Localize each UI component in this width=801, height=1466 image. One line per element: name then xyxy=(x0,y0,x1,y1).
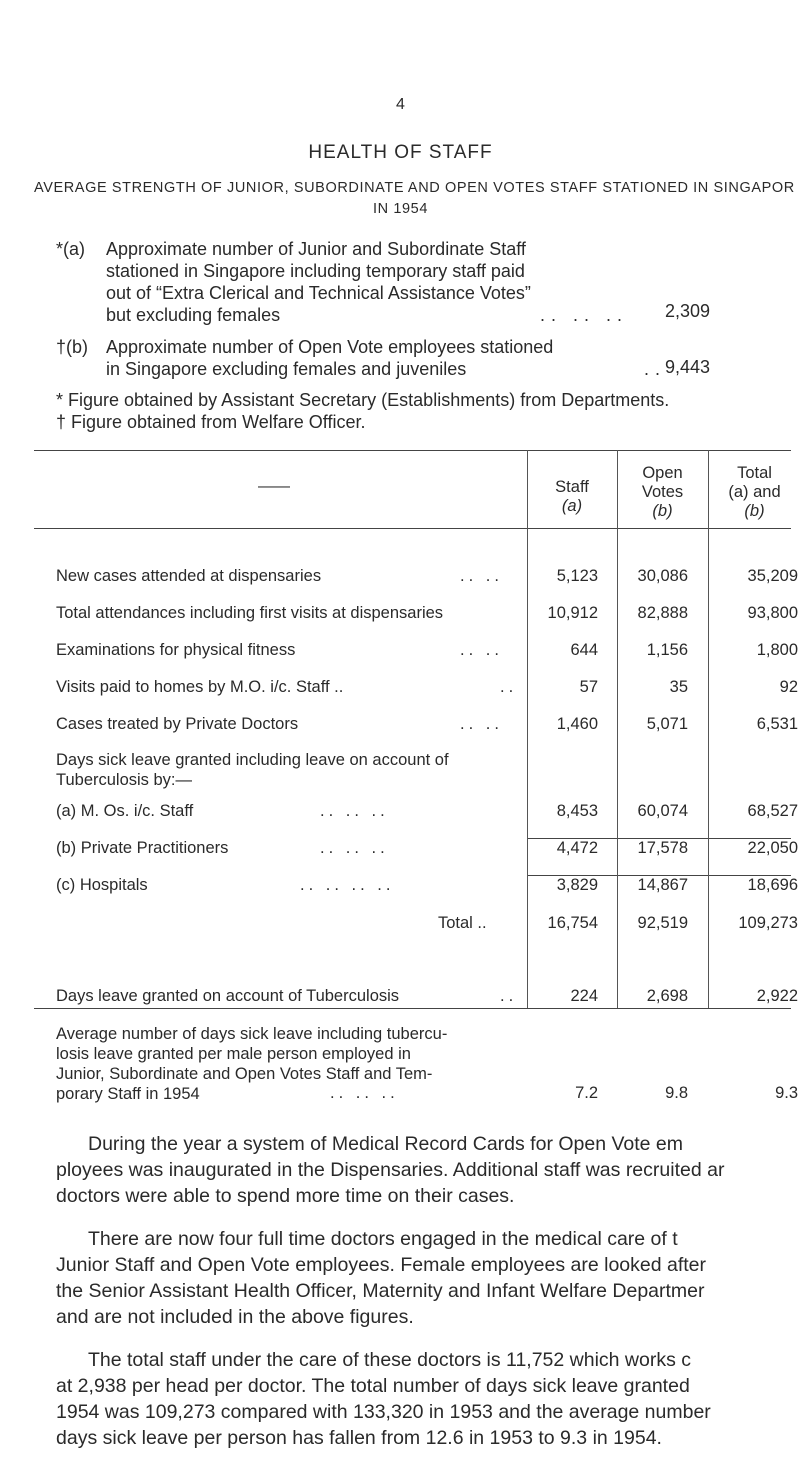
leader-dots: .. xyxy=(500,678,518,696)
cell-staff: 1,460 xyxy=(556,715,598,733)
cell-staff: 5,123 xyxy=(556,567,598,585)
item-line: in Singapore excluding females and juveniles xyxy=(106,359,467,379)
cell-staff: 7.2 xyxy=(575,1084,598,1102)
leader-dots: .. xyxy=(644,359,667,379)
cell-total: 6,531 xyxy=(756,715,798,733)
cell-open-votes: 1,156 xyxy=(646,641,688,659)
cell-total: 92 xyxy=(779,678,798,696)
cell-open-votes: 92,519 xyxy=(637,914,688,932)
strength-item-b xyxy=(0,336,801,382)
cell-staff: 57 xyxy=(579,678,598,696)
leader-dots: .. .. xyxy=(460,715,503,733)
total-label: Total .. xyxy=(438,914,487,932)
paragraph-3: The total staff under the care of these doctors is 11,752 which works c at 2,938 per head per doctor. The total number of days sick leave granted 1954 was 109,273 compared with 133,320 in 1953 and the average number days sick leave per person has fallen from 12.6 in 1953 to 9.3 in 1954. xyxy=(56,1349,711,1449)
item-line: out of “Extra Clerical and Technical Assistance Votes” xyxy=(106,283,531,303)
cell-staff: 8,453 xyxy=(556,802,598,820)
cell-staff: 3,829 xyxy=(556,876,598,894)
cell-total: 2,922 xyxy=(756,987,798,1005)
leader-dots: .. .. .. xyxy=(540,305,629,325)
row-label: Examinations for physical fitness xyxy=(56,641,296,659)
footnote-asterisk: * Figure obtained by Assistant Secretary (Establishments) from Departments. xyxy=(56,390,670,410)
cell-total: 1,800 xyxy=(756,641,798,659)
column-divider xyxy=(708,450,709,1008)
cell-staff: 644 xyxy=(570,641,598,659)
cell-staff: 224 xyxy=(570,987,598,1005)
item-line: Approximate number of Junior and Subordinate Staff xyxy=(106,239,526,259)
header-total: Total (a) and (b) xyxy=(728,464,781,520)
cell-total: 22,050 xyxy=(747,839,798,857)
strength-item-a xyxy=(0,238,801,328)
row-label: New cases attended at dispensaries xyxy=(56,567,322,585)
cell-open-votes: 17,578 xyxy=(637,839,688,857)
cell-open-votes: 14,867 xyxy=(637,876,688,894)
cell-open-votes: 2,698 xyxy=(646,987,688,1005)
cell-total: 18,696 xyxy=(747,876,798,894)
header-bottom-rule xyxy=(34,528,791,529)
item-label: *(a) xyxy=(56,239,86,259)
cell-total: 9.3 xyxy=(775,1084,798,1102)
cell-total: 35,209 xyxy=(747,567,798,585)
row-label: Average number of days sick leave including tubercu- losis leave granted per male person employed in Junior, Subordinate and Open Votes Staff and Tem- porary Staff in 1954 xyxy=(56,1025,448,1103)
item-value: 2,309 xyxy=(664,301,710,321)
leader-dots: .. .. .. .. xyxy=(300,876,395,894)
cell-total: 68,527 xyxy=(747,802,798,820)
item-text xyxy=(106,336,666,380)
header-staff: Staff (a) xyxy=(555,478,589,515)
leader-dots: .. .. .. xyxy=(320,839,389,857)
paragraph-2: There are now four full time doctors engaged in the medical care of t Junior Staff and Open Vote employees. Female employees are looked after the Senior Assistant Health Officer, Maternity and Infant Welfare Departmer and are not included in the above figures. xyxy=(56,1228,707,1328)
row-label: Visits paid to homes by M.O. i/c. Staff .. xyxy=(56,678,344,696)
column-divider xyxy=(617,450,618,1008)
cell-open-votes: 9.8 xyxy=(665,1084,688,1102)
subtitle-line-2: IN 1954 xyxy=(373,201,428,217)
leader-dots: .. .. .. xyxy=(320,802,389,820)
row-label: Days leave granted on account of Tuberculosis xyxy=(56,987,400,1005)
cell-staff: 10,912 xyxy=(547,604,598,622)
item-line: but excluding females xyxy=(106,305,281,325)
cell-open-votes: 82,888 xyxy=(637,604,688,622)
row-label: (a) M. Os. i/c. Staff xyxy=(56,802,194,820)
cell-total: 93,800 xyxy=(747,604,798,622)
row-label: Cases treated by Private Doctors xyxy=(56,715,299,733)
cell-total: 109,273 xyxy=(738,914,798,932)
footnote-dagger: † Figure obtained from Welfare Officer. xyxy=(56,412,366,432)
column-divider xyxy=(527,450,528,1008)
item-value: 9,443 xyxy=(664,357,710,377)
item-line: Approximate number of Open Vote employees stationed xyxy=(106,337,554,357)
subtitle-line-1: AVERAGE STRENGTH OF JUNIOR, SUBORDINATE AND OPEN VOTES STAFF STATIONED IN SINGAPOR xyxy=(34,180,795,196)
cell-staff: 4,472 xyxy=(556,839,598,857)
page-number: 4 xyxy=(396,96,405,113)
item-line: stationed in Singapore including temporary staff paid xyxy=(106,261,525,281)
cell-open-votes: 30,086 xyxy=(637,567,688,585)
table-top-rule xyxy=(34,450,791,451)
leader-dots: .. .. .. xyxy=(330,1084,399,1102)
row-label: (b) Private Practitioners xyxy=(56,839,229,857)
row-label: (c) Hospitals xyxy=(56,876,148,894)
cell-open-votes: 5,071 xyxy=(646,715,688,733)
cell-staff: 16,754 xyxy=(547,914,598,932)
leader-dots: .. xyxy=(500,987,518,1005)
leader-dots: .. .. xyxy=(460,641,503,659)
page-title: HEALTH OF STAFF xyxy=(308,142,493,163)
header-open-votes: Open Votes (b) xyxy=(641,464,684,520)
row-label: Total attendances including first visits at dispensaries xyxy=(56,604,444,622)
cell-open-votes: 35 xyxy=(669,678,688,696)
item-label: †(b) xyxy=(56,337,89,357)
paragraph-1: During the year a system of Medical Record Cards for Open Vote em ployees was inaugurated in the Dispensaries. Additional staff was recruited ar doctors were able to spend more time on their cases. xyxy=(56,1133,725,1207)
table-bottom-rule xyxy=(34,1008,791,1009)
corner-dash: —— xyxy=(258,478,290,495)
leader-dots: .. .. xyxy=(460,567,503,585)
section-label: Days sick leave granted including leave on account of Tuberculosis by:— xyxy=(56,751,449,789)
cell-open-votes: 60,074 xyxy=(637,802,688,820)
